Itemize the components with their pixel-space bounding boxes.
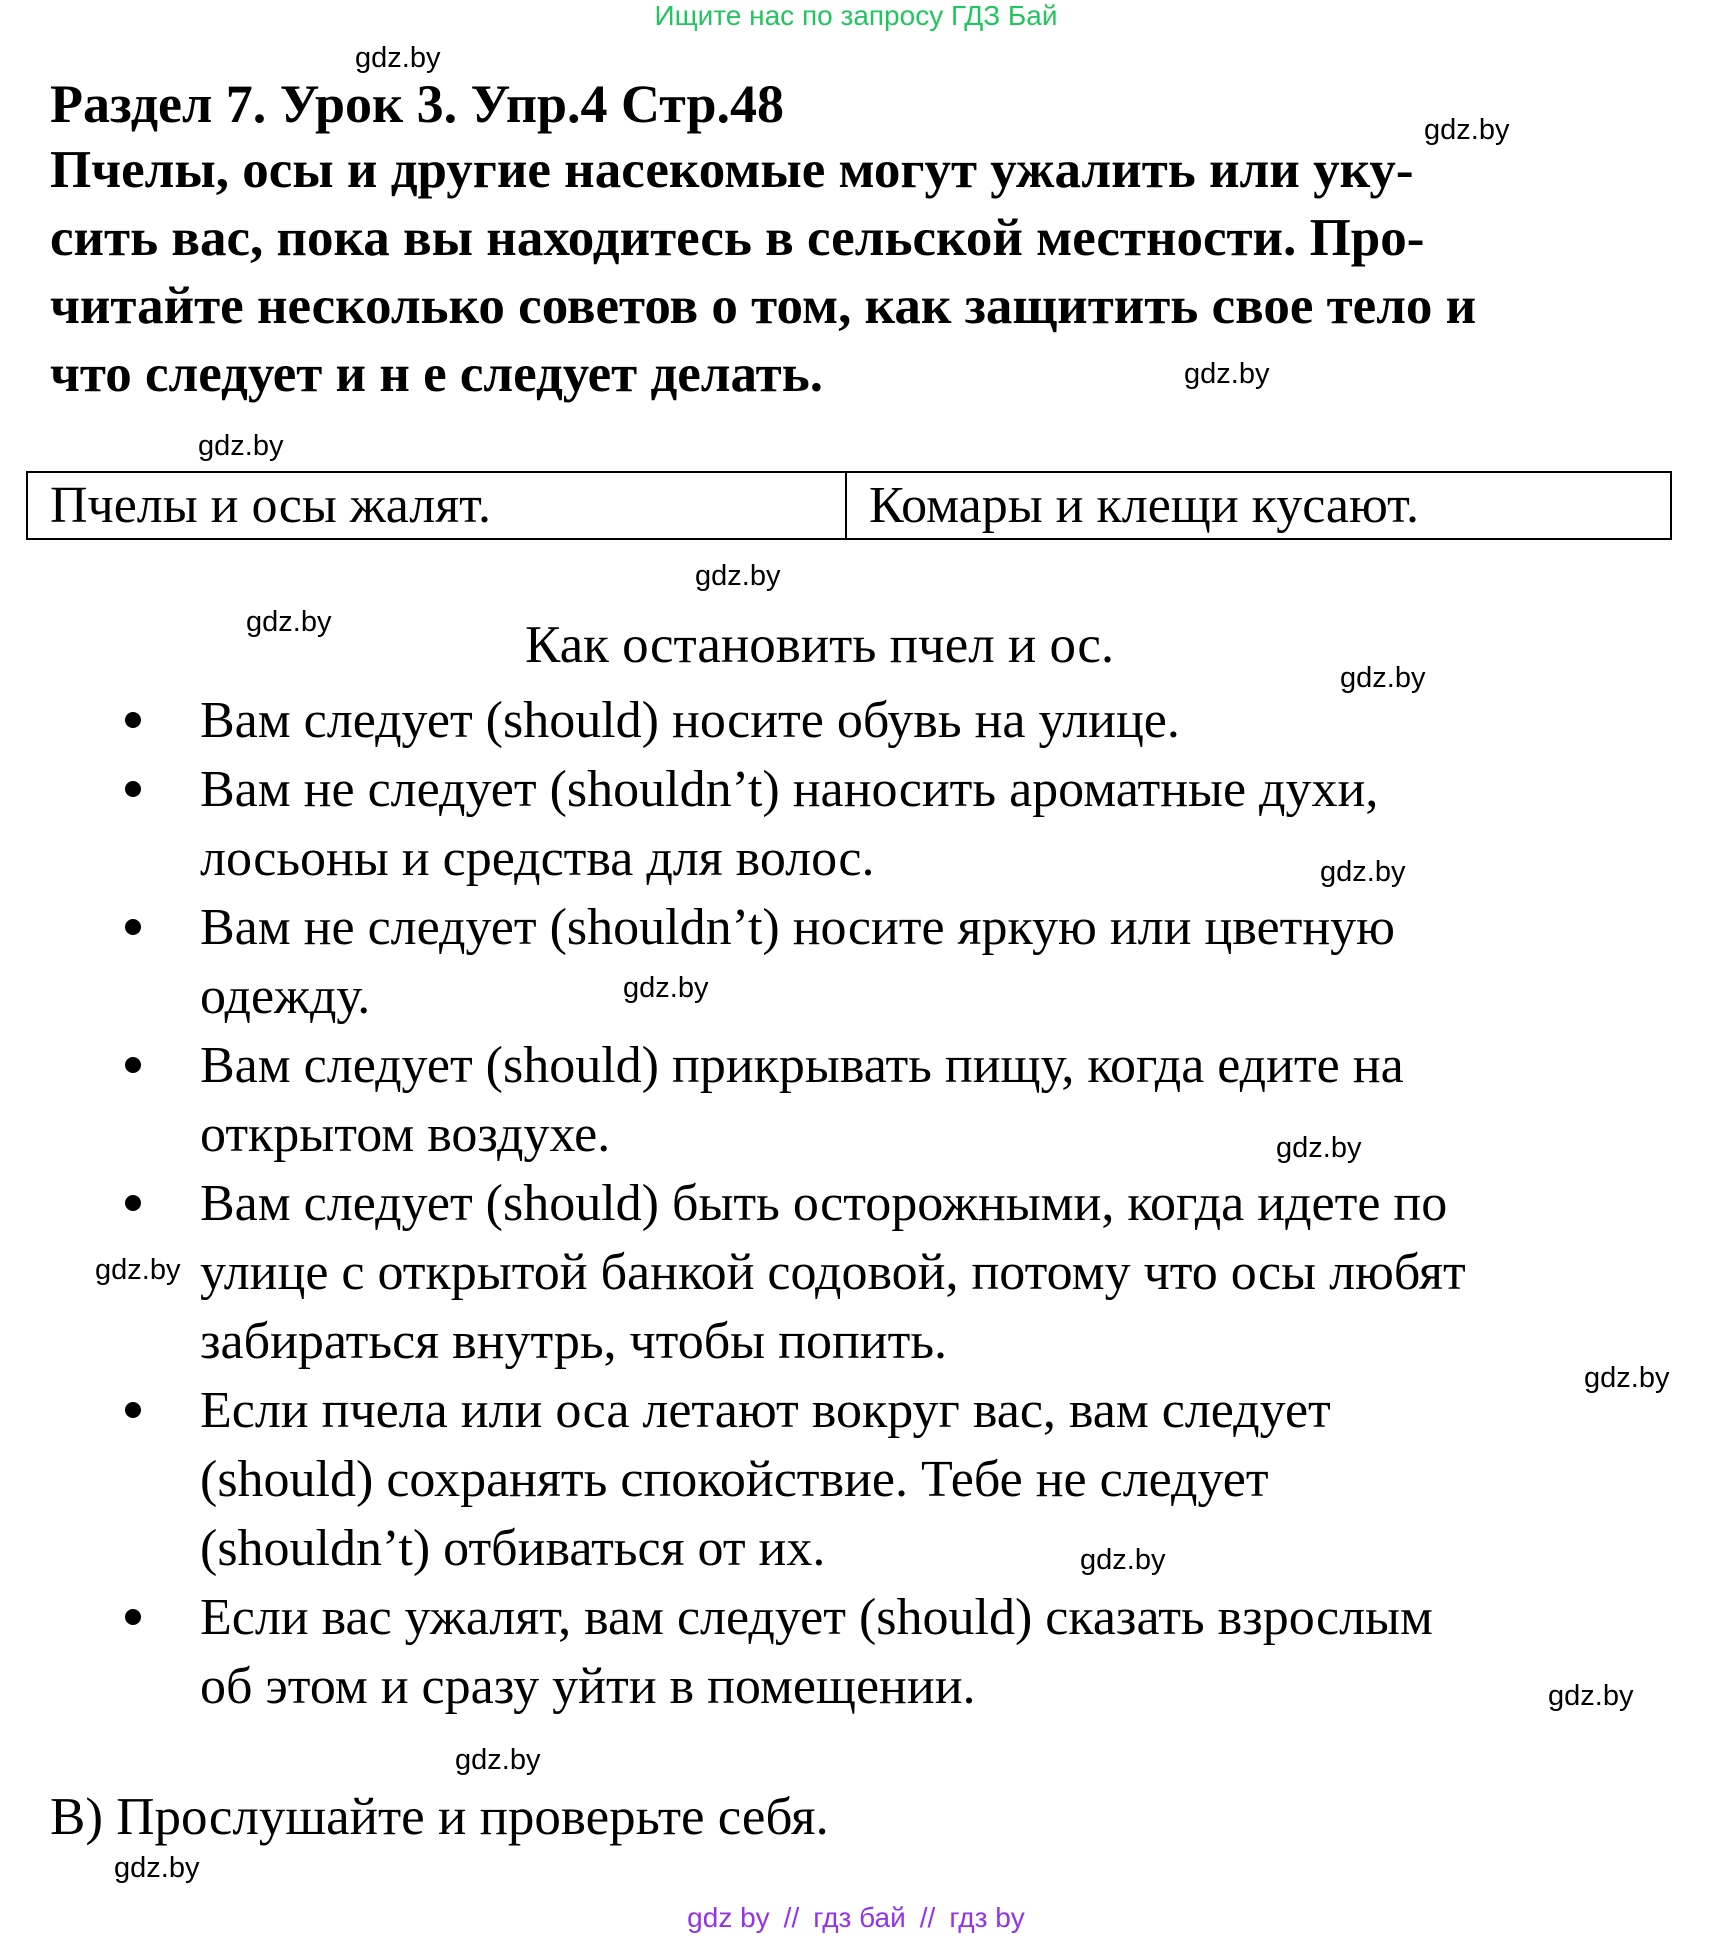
tip-line: Если пчела или оса летают вокруг вас, вам следует xyxy=(200,1382,1331,1439)
tip-line: Вам не следует (shouldn’t) носите яркую или цветную xyxy=(200,899,1396,956)
watermark: gdz.by xyxy=(246,606,332,638)
tip-line: Если вас ужалят, вам следует (should) сказать взрослым xyxy=(200,1589,1433,1646)
watermark: gdz.by xyxy=(1424,114,1510,146)
tip-line: забираться внутрь, чтобы попить. xyxy=(200,1313,948,1370)
tip-item xyxy=(200,755,1680,893)
tip-line: улице с открытой банкой содовой, потому что осы любят xyxy=(200,1244,1466,1301)
watermark: gdz.by xyxy=(355,42,441,74)
watermark: gdz.by xyxy=(1276,1132,1362,1164)
bottom-links xyxy=(0,1902,1712,1934)
bottom-link[interactable]: гдз бай xyxy=(813,1902,906,1933)
watermark: gdz.by xyxy=(1340,662,1426,694)
tip-item xyxy=(200,1031,1680,1169)
task-line: что следует и н е следует делать. xyxy=(50,345,823,403)
bullet-icon xyxy=(125,1057,141,1073)
table-cell-mosquitoes: Комары и клещи кусают. xyxy=(869,477,1419,534)
watermark: gdz.by xyxy=(1080,1544,1166,1576)
watermark: gdz.by xyxy=(1184,358,1270,390)
watermark: gdz.by xyxy=(95,1254,181,1286)
tip-line: об этом и сразу уйти в помещении. xyxy=(200,1658,976,1715)
tip-item xyxy=(200,893,1680,1031)
bullet-icon xyxy=(125,1195,141,1211)
table-cell-bees: Пчелы и осы жалят. xyxy=(28,473,847,538)
tip-line: одежду. xyxy=(200,968,371,1025)
task-line: Пчелы, осы и другие насекомые могут ужалить или уку- xyxy=(50,141,1414,199)
watermark: gdz.by xyxy=(1320,856,1406,888)
bullet-icon xyxy=(125,712,141,728)
watermark: gdz.by xyxy=(623,972,709,1004)
tip-item xyxy=(200,1376,1680,1583)
watermark: gdz.by xyxy=(198,430,284,462)
tip-line: (shouldn’t) отбиваться от их. xyxy=(200,1520,826,1577)
watermark: gdz.by xyxy=(1548,1680,1634,1712)
tip-line: Вам следует (should) быть осторожными, когда идете по xyxy=(200,1175,1448,1232)
separator: // xyxy=(783,1902,800,1933)
listen-and-check: B) Прослушайте и проверьте себя. xyxy=(50,1788,829,1846)
section-subheading: Как остановить пчел и ос. xyxy=(525,616,1115,674)
tip-line: открытом воздухе. xyxy=(200,1106,611,1163)
tip-line: Вам не следует (shouldn’t) наносить ароматные духи, xyxy=(200,761,1379,818)
bottom-link[interactable]: гдз by xyxy=(949,1902,1025,1933)
bottom-link[interactable]: gdz by xyxy=(687,1902,770,1933)
tip-line: Вам следует (should) прикрывать пищу, когда едите на xyxy=(200,1037,1404,1094)
task-line: сить вас, пока вы находитесь в сельской местности. Про- xyxy=(50,209,1425,267)
bullet-icon xyxy=(125,919,141,935)
tip-line: Вам следует (should) носите обувь на улице. xyxy=(200,692,1180,749)
task-line: читайте несколько советов о том, как защитить свое тело и xyxy=(50,277,1477,335)
tip-item xyxy=(200,1169,1680,1376)
watermark: gdz.by xyxy=(695,560,781,592)
exercise-title: Раздел 7. Урок 3. Упр.4 Стр.48 xyxy=(50,74,784,134)
bullet-icon xyxy=(125,1609,141,1625)
bullet-icon xyxy=(125,1402,141,1418)
tip-line: лосьоны и средства для волос. xyxy=(200,830,875,887)
tip-item xyxy=(200,1583,1680,1721)
top-banner: Ищите нас по запросу ГДЗ Бай xyxy=(654,0,1058,31)
tip-item xyxy=(200,686,1680,755)
watermark: gdz.by xyxy=(1584,1362,1670,1394)
separator: // xyxy=(919,1902,936,1933)
tip-line: (should) сохранять спокойствие. Тебе не следует xyxy=(200,1451,1269,1508)
watermark: gdz.by xyxy=(455,1744,541,1776)
watermark: gdz.by xyxy=(114,1852,200,1884)
bullet-icon xyxy=(125,781,141,797)
